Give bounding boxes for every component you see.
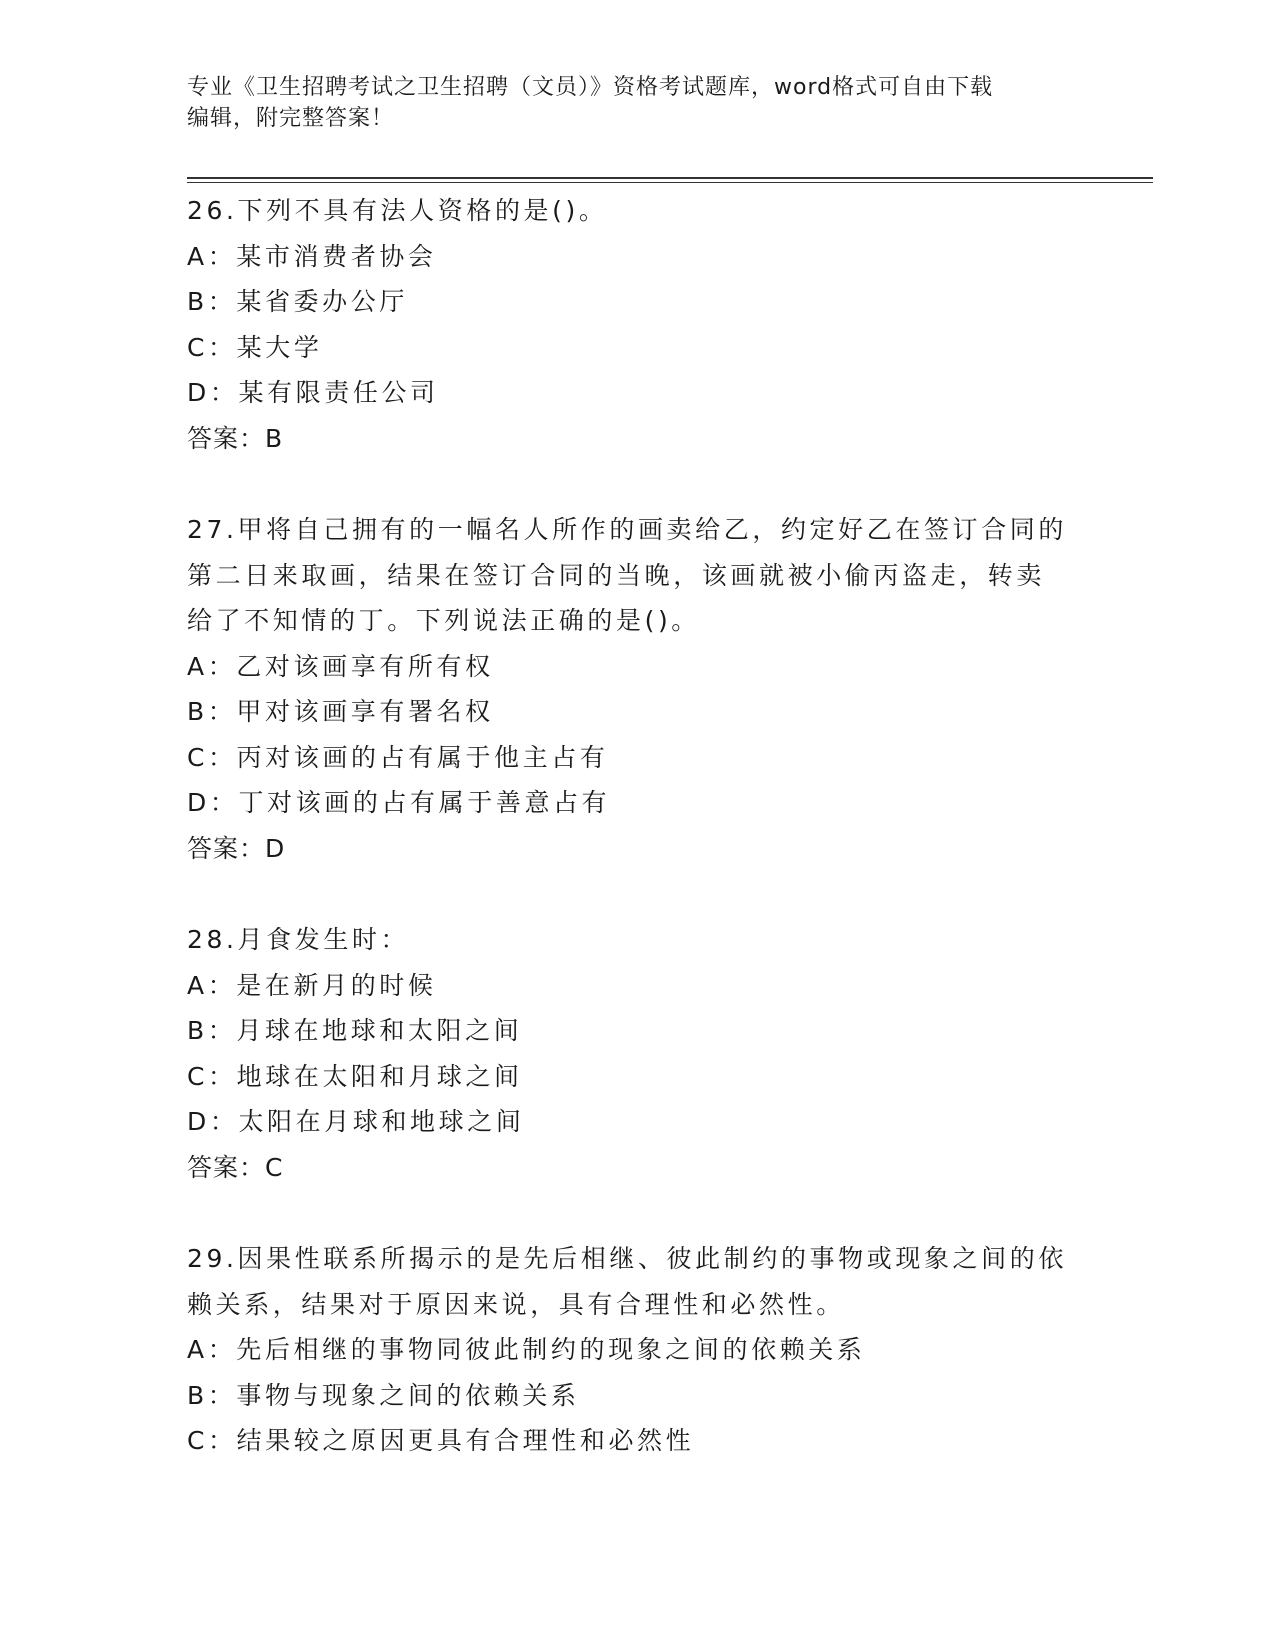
answer-line: 答案：C	[187, 1152, 284, 1182]
question-stem: 第二日来取画，结果在签订合同的当晚，该画就被小偷丙盗走，转卖	[187, 560, 1046, 590]
answer-line: 答案：D	[187, 833, 286, 863]
question-stem: 赖关系，结果对于原因来说，具有合理性和必然性。	[187, 1289, 845, 1319]
option-a: A：是在新月的时候	[187, 970, 437, 1000]
question-26	[187, 188, 1087, 461]
option-c: C：结果较之原因更具有合理性和必然性	[187, 1426, 695, 1455]
answer-line: 答案：B	[187, 423, 284, 453]
question-stem: 28.月食发生时：	[187, 925, 410, 954]
option-c: C：丙对该画的占有属于他主占有	[187, 742, 609, 772]
option-d: D：太阳在月球和地球之间	[187, 1107, 525, 1136]
option-a: A：某市消费者协会	[187, 241, 437, 271]
document-header	[187, 72, 1087, 134]
header-divider-thin	[187, 182, 1153, 183]
option-c: C：地球在太阳和月球之间	[187, 1061, 523, 1091]
option-b: B：事物与现象之间的依赖关系	[187, 1380, 580, 1410]
option-d: D：丁对该画的占有属于善意占有	[187, 788, 611, 817]
option-a: A：先后相继的事物同彼此制约的现象之间的依赖关系	[187, 1335, 866, 1364]
header-line-2: 编辑，附完整答案！	[187, 106, 395, 131]
option-d: D：某有限责任公司	[187, 378, 439, 407]
option-b: B：甲对该画享有署名权	[187, 697, 494, 726]
question-stem: 29.因果性联系所揭示的是先后相继、彼此制约的事物或现象之间的依	[187, 1244, 1067, 1273]
option-b: B：某省委办公厅	[187, 287, 408, 316]
option-a: A：乙对该画享有所有权	[187, 651, 494, 681]
question-27	[187, 507, 1087, 871]
question-29	[187, 1236, 1087, 1464]
header-divider-thick	[187, 177, 1153, 179]
option-c: C：某大学	[187, 332, 323, 362]
question-28	[187, 917, 1087, 1190]
question-stem: 给了不知情的丁。下列说法正确的是()。	[187, 606, 700, 635]
header-line-1: 专业《卫生招聘考试之卫生招聘（文员）》资格考试题库，word格式可自由下载	[187, 75, 994, 100]
option-b: B：月球在地球和太阳之间	[187, 1016, 523, 1045]
question-list	[187, 188, 1087, 1464]
question-stem: 26.下列不具有法人资格的是()。	[187, 196, 608, 225]
question-stem: 27.甲将自己拥有的一幅名人所作的画卖给乙，约定好乙在签订合同的	[187, 515, 1067, 544]
